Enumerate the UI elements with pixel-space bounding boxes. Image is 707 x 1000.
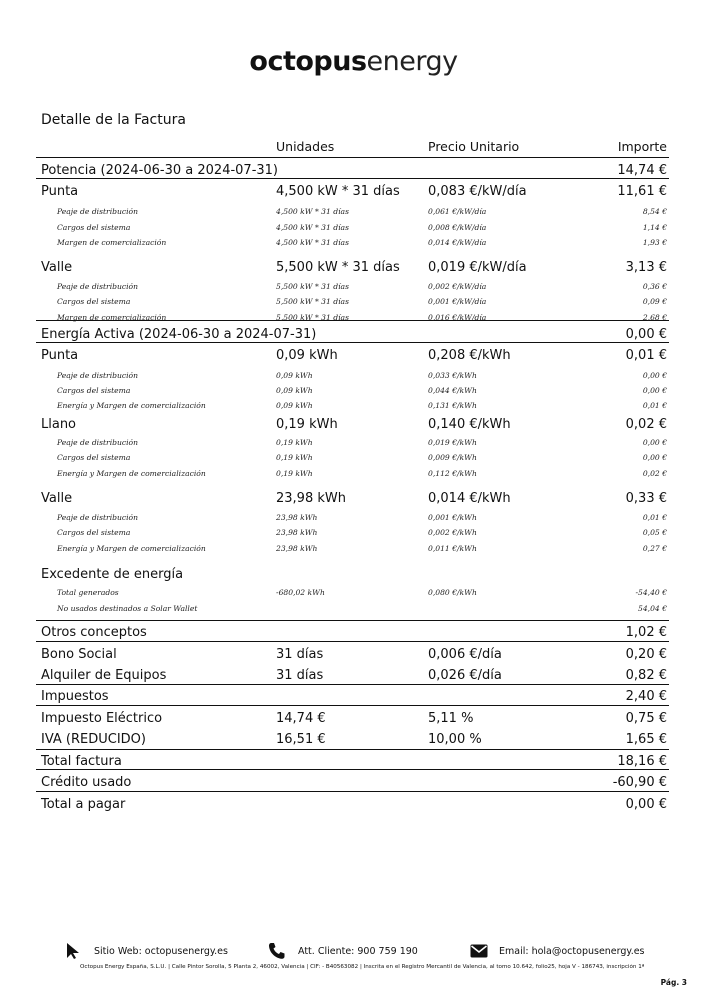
row-label: Margen de comercialización bbox=[57, 238, 167, 247]
header-precio: Precio Unitario bbox=[428, 139, 520, 154]
row-precio: 0,008 €/kW/día bbox=[428, 223, 487, 232]
row-precio: 0,112 €/kWh bbox=[428, 469, 477, 478]
row-precio: 0,016 €/kW/día bbox=[428, 313, 487, 322]
row-importe: 1,93 € bbox=[642, 238, 667, 247]
row-label: Energía y Margen de comercialización bbox=[57, 544, 206, 553]
item-row bbox=[36, 644, 669, 664]
divider-line bbox=[36, 749, 669, 750]
row-label: Excedente de energía bbox=[41, 567, 184, 582]
row-precio: 0,026 €/día bbox=[428, 668, 502, 683]
row-importe: 0,05 € bbox=[642, 528, 667, 537]
brand-logo bbox=[0, 46, 707, 77]
row-precio: 5,11 % bbox=[428, 711, 474, 726]
row-precio: 0,001 €/kWh bbox=[428, 513, 477, 522]
row-unidades: 4,500 kW * 31 días bbox=[276, 207, 349, 216]
row-importe: 0,01 € bbox=[642, 401, 667, 410]
divider-line bbox=[36, 157, 669, 158]
section-row bbox=[36, 751, 669, 771]
row-importe: 8,54 € bbox=[642, 207, 667, 216]
row-label: Peaje de distribución bbox=[57, 371, 139, 380]
row-importe: 0,00 € bbox=[642, 386, 667, 395]
row-unidades: 4,500 kW * 31 días bbox=[276, 223, 349, 232]
row-label: Punta bbox=[41, 348, 79, 363]
section-row bbox=[36, 160, 669, 180]
row-label: Otros conceptos bbox=[41, 625, 147, 640]
row-importe: 1,14 € bbox=[642, 223, 667, 232]
row-label: Valle bbox=[41, 260, 73, 275]
section-row bbox=[36, 686, 669, 706]
row-label: Alquiler de Equipos bbox=[41, 668, 167, 683]
row-label: Cargos del sistema bbox=[57, 453, 131, 462]
subitem-row bbox=[36, 600, 669, 620]
row-unidades: 23,98 kWh bbox=[276, 544, 318, 553]
row-label: Peaje de distribución bbox=[57, 207, 139, 216]
row-importe: 0,02 € bbox=[625, 417, 667, 432]
row-precio: 0,002 €/kW/día bbox=[428, 282, 487, 291]
item-row bbox=[36, 665, 669, 685]
row-unidades: 0,09 kWh bbox=[276, 371, 313, 380]
item-row bbox=[36, 181, 669, 201]
page-number: Pág. 3 bbox=[660, 978, 687, 987]
divider-line bbox=[36, 620, 669, 621]
section-row bbox=[36, 794, 669, 814]
row-importe: 0,00 € bbox=[625, 327, 667, 342]
item-row bbox=[36, 257, 669, 277]
item-row bbox=[36, 414, 669, 434]
row-importe: 0,09 € bbox=[642, 297, 667, 306]
page-title: Detalle de la Factura bbox=[41, 112, 186, 128]
row-importe: 0,01 € bbox=[642, 513, 667, 522]
row-label: Bono Social bbox=[41, 647, 117, 662]
brand-logo-bold: octopus bbox=[249, 46, 367, 77]
row-label: Impuestos bbox=[41, 689, 109, 704]
footer-phone-text: Att. Cliente: 900 759 190 bbox=[298, 946, 418, 957]
row-precio: 0,208 €/kWh bbox=[428, 348, 511, 363]
row-label: Total generados bbox=[57, 588, 119, 597]
row-importe: 2,40 € bbox=[625, 689, 667, 704]
row-precio: 0,011 €/kWh bbox=[428, 544, 477, 553]
row-unidades: 4,500 kW * 31 días bbox=[276, 184, 400, 199]
row-label: Energía Activa (2024-06-30 a 2024-07-31) bbox=[41, 327, 317, 342]
row-label: Total a pagar bbox=[41, 797, 126, 812]
cursor-icon bbox=[66, 942, 80, 960]
row-precio: 0,006 €/día bbox=[428, 647, 502, 662]
row-importe: 3,13 € bbox=[625, 260, 667, 275]
row-precio: 0,033 €/kWh bbox=[428, 371, 477, 380]
subitem-row bbox=[36, 540, 669, 560]
item-row bbox=[36, 564, 669, 584]
subitem-row bbox=[36, 465, 669, 485]
row-label: No usados destinados a Solar Wallet bbox=[57, 604, 198, 613]
row-unidades: 0,19 kWh bbox=[276, 417, 338, 432]
row-label: Impuesto Eléctrico bbox=[41, 711, 163, 726]
row-unidades: 23,98 kWh bbox=[276, 528, 318, 537]
row-importe: 0,01 € bbox=[625, 348, 667, 363]
row-importe: 18,16 € bbox=[617, 754, 667, 769]
row-importe: 0,00 € bbox=[642, 453, 667, 462]
row-label: Total factura bbox=[41, 754, 122, 769]
row-precio: 0,044 €/kWh bbox=[428, 386, 477, 395]
row-label: Potencia (2024-06-30 a 2024-07-31) bbox=[41, 163, 278, 178]
row-importe: -54,40 € bbox=[635, 588, 667, 597]
row-importe: 0,00 € bbox=[642, 438, 667, 447]
row-importe: 0,75 € bbox=[625, 711, 667, 726]
row-importe: 0,00 € bbox=[642, 371, 667, 380]
row-unidades: 0,09 kWh bbox=[276, 401, 313, 410]
row-label: Crédito usado bbox=[41, 775, 132, 790]
row-importe: 0,20 € bbox=[625, 647, 667, 662]
row-unidades: 5,500 kW * 31 días bbox=[276, 313, 349, 322]
row-importe: 14,74 € bbox=[617, 163, 667, 178]
row-precio: 0,140 €/kWh bbox=[428, 417, 511, 432]
row-unidades: 0,09 kWh bbox=[276, 386, 313, 395]
row-unidades: 0,19 kWh bbox=[276, 469, 313, 478]
row-importe: 0,36 € bbox=[642, 282, 667, 291]
row-label: Valle bbox=[41, 491, 73, 506]
row-label: Margen de comercialización bbox=[57, 313, 167, 322]
row-label: Punta bbox=[41, 184, 79, 199]
header-importe: Importe bbox=[617, 139, 667, 154]
row-unidades: 4,500 kW * 31 días bbox=[276, 238, 349, 247]
footer bbox=[0, 940, 707, 964]
row-importe: 11,61 € bbox=[617, 184, 667, 199]
row-unidades: 23,98 kWh bbox=[276, 491, 346, 506]
row-precio: 0,131 €/kWh bbox=[428, 401, 477, 410]
brand-logo-light: energy bbox=[366, 46, 458, 77]
row-label: Peaje de distribución bbox=[57, 438, 139, 447]
row-label: Cargos del sistema bbox=[57, 297, 131, 306]
footer-web-text: Sitio Web: octopusenergy.es bbox=[94, 946, 228, 957]
row-precio: 0,002 €/kWh bbox=[428, 528, 477, 537]
row-importe: 0,00 € bbox=[625, 797, 667, 812]
row-precio: 0,080 €/kWh bbox=[428, 588, 477, 597]
row-precio: 0,009 €/kWh bbox=[428, 453, 477, 462]
row-unidades: 0,19 kWh bbox=[276, 453, 313, 462]
row-importe: 0,82 € bbox=[625, 668, 667, 683]
footer-legal: Octopus Energy España, S.L.U. | Calle Pintor Sorolla, 5 Planta 2, 46002, Valencia | CIF: - B40563082 | Inscrita en el Registro Mercantil de Valencia, al tomo 10.642, folio25, hoja V - 186743, inscripción 1ª bbox=[80, 964, 645, 970]
row-unidades: 31 días bbox=[276, 647, 324, 662]
row-precio: 0,061 €/kW/día bbox=[428, 207, 487, 216]
row-importe: 0,02 € bbox=[642, 469, 667, 478]
row-unidades: 14,74 € bbox=[276, 711, 326, 726]
row-precio: 0,083 €/kW/día bbox=[428, 184, 527, 199]
row-precio: 10,00 % bbox=[428, 732, 482, 747]
row-precio: 0,014 €/kW/día bbox=[428, 238, 487, 247]
row-importe: 2,68 € bbox=[642, 313, 667, 322]
phone-icon bbox=[268, 942, 286, 960]
header-unidades: Unidades bbox=[276, 139, 335, 154]
row-unidades: 23,98 kWh bbox=[276, 513, 318, 522]
section-row bbox=[36, 622, 669, 642]
row-label: Energía y Margen de comercialización bbox=[57, 469, 206, 478]
row-unidades: 0,19 kWh bbox=[276, 438, 313, 447]
row-unidades: 5,500 kW * 31 días bbox=[276, 282, 349, 291]
row-precio: 0,019 €/kWh bbox=[428, 438, 477, 447]
row-label: Cargos del sistema bbox=[57, 223, 131, 232]
item-row bbox=[36, 729, 669, 749]
item-row bbox=[36, 488, 669, 508]
section-row bbox=[36, 772, 669, 792]
row-unidades: -680,02 kWh bbox=[276, 588, 325, 597]
row-importe: 0,33 € bbox=[625, 491, 667, 506]
row-importe: 0,27 € bbox=[642, 544, 667, 553]
row-label: Energía y Margen de comercialización bbox=[57, 401, 206, 410]
row-importe: -60,90 € bbox=[612, 775, 667, 790]
mail-icon bbox=[470, 944, 488, 958]
row-label: Cargos del sistema bbox=[57, 528, 131, 537]
footer-email-text: Email: hola@octopusenergy.es bbox=[499, 946, 645, 957]
row-unidades: 5,500 kW * 31 días bbox=[276, 297, 349, 306]
row-precio: 0,001 €/kW/día bbox=[428, 297, 487, 306]
row-label: Peaje de distribución bbox=[57, 282, 139, 291]
row-importe: 1,65 € bbox=[625, 732, 667, 747]
item-row bbox=[36, 345, 669, 365]
item-row bbox=[36, 708, 669, 728]
subitem-row bbox=[36, 234, 669, 254]
section-row bbox=[36, 324, 669, 344]
row-importe: 1,02 € bbox=[625, 625, 667, 640]
row-label: Cargos del sistema bbox=[57, 386, 131, 395]
row-unidades: 0,09 kWh bbox=[276, 348, 338, 363]
row-importe: 54,04 € bbox=[638, 604, 667, 613]
row-precio: 0,014 €/kWh bbox=[428, 491, 511, 506]
row-label: Peaje de distribución bbox=[57, 513, 139, 522]
row-label: Llano bbox=[41, 417, 77, 432]
row-precio: 0,019 €/kW/día bbox=[428, 260, 527, 275]
row-unidades: 16,51 € bbox=[276, 732, 326, 747]
row-unidades: 31 días bbox=[276, 668, 324, 683]
row-unidades: 5,500 kW * 31 días bbox=[276, 260, 400, 275]
row-label: IVA (REDUCIDO) bbox=[41, 732, 146, 747]
